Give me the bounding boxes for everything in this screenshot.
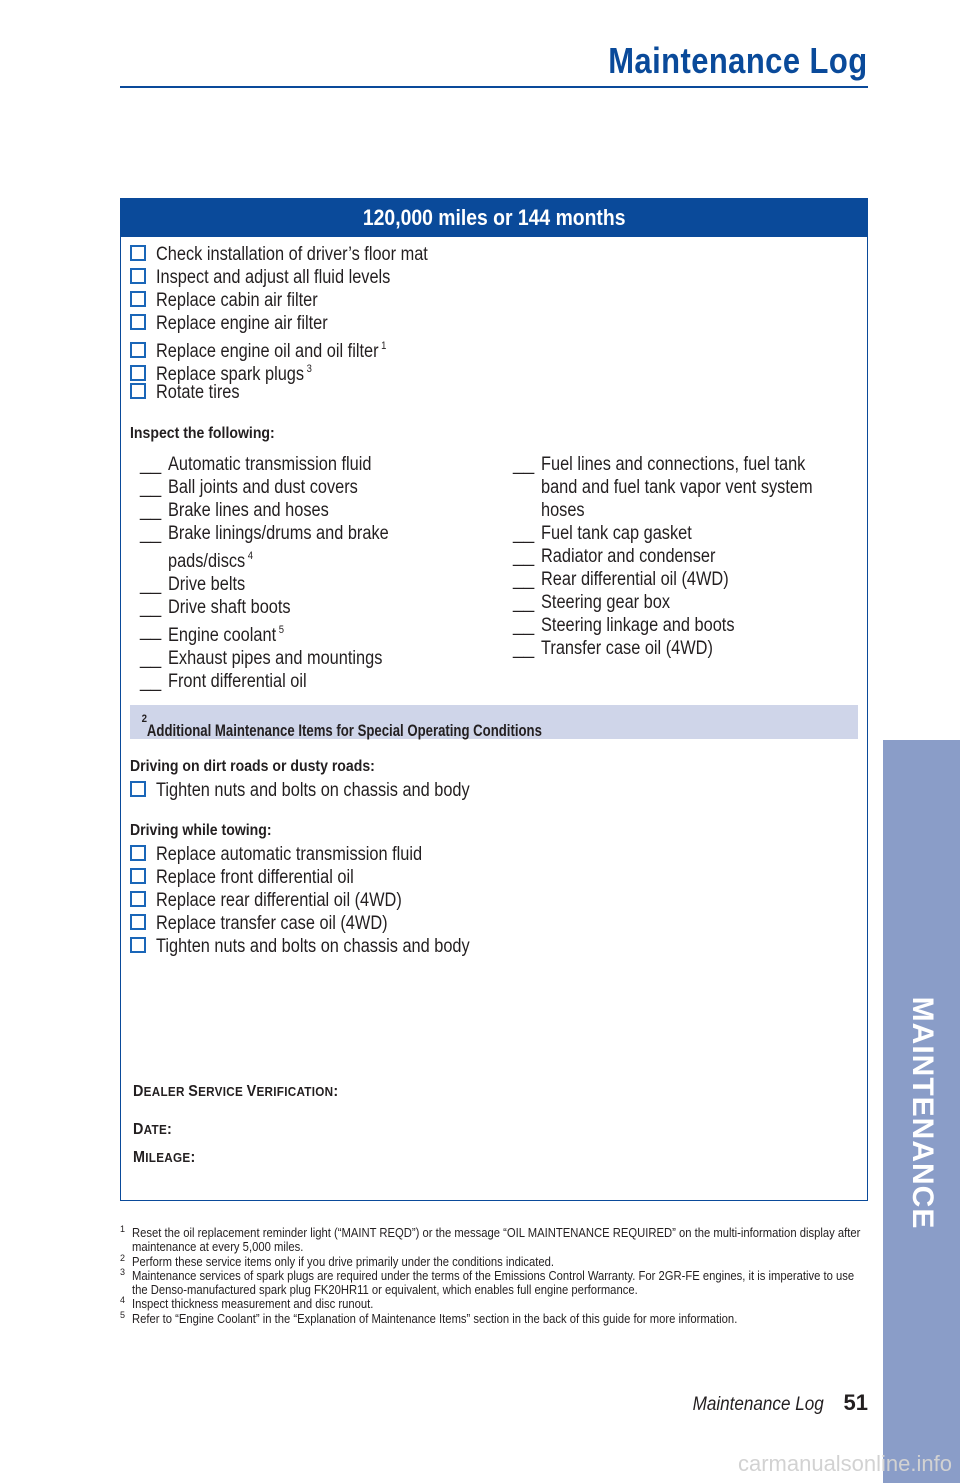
- inspect-item: __ Rear differential oil (4WD): [513, 569, 729, 590]
- inspect-heading: Inspect the following:: [130, 425, 275, 442]
- interval-header: [121, 199, 867, 237]
- inspect-item: __ Ball joints and dust covers: [140, 477, 358, 498]
- special-conditions-header: [130, 705, 858, 739]
- checklist-item: [130, 266, 472, 289]
- checklist-item: [130, 843, 521, 866]
- inspect-item: __ Engine coolant $^5$: [140, 620, 284, 646]
- blank-line: __: [513, 569, 535, 590]
- dusty-roads-checklist: [130, 779, 521, 802]
- checkbox[interactable]: [130, 365, 146, 381]
- inspect-item: __ Front differential oil: [140, 671, 307, 692]
- inspect-item: __ Radiator and condenser: [513, 546, 716, 567]
- checkbox[interactable]: [130, 868, 146, 884]
- checklist-item-text: Replace spark plugs: [156, 364, 305, 385]
- dealer-verification-label: DEALER SERVICE VERIFICATION:: [133, 1083, 339, 1100]
- checklist-item-text: Replace engine air filter: [156, 313, 328, 334]
- checkbox[interactable]: [130, 383, 146, 399]
- mileage-label: MILEAGE:: [133, 1149, 196, 1166]
- checkbox[interactable]: [130, 291, 146, 307]
- checklist-item-text: Replace front differential oil: [156, 867, 354, 888]
- checklist-item: [130, 866, 521, 889]
- checklist-item: [130, 935, 521, 958]
- footnote: 1 Reset the oil replacement reminder light (“MAINT REQD”) or the message “OIL MAINTENANCE REQUIRED” on the multi-information display after maintenance at every 5,000 miles.: [120, 1224, 861, 1255]
- checklist-item: [130, 358, 472, 385]
- checklist-item-text: Check installation of driver’s floor mat: [156, 244, 428, 265]
- checklist-item: [130, 289, 472, 312]
- checkbox[interactable]: [130, 937, 146, 953]
- blank-line: __: [140, 574, 162, 595]
- checkbox[interactable]: [130, 245, 146, 261]
- blank-line: __: [140, 620, 162, 641]
- footnote: 3 Maintenance services of spark plugs are required under the terms of the Emissions Control Warranty. For 2GR-FE engines, it is imperative to use the Denso-manufactured spark plug FK20HR11 or equivalent, which enables full engine performance.: [120, 1266, 855, 1298]
- checklist-item: [130, 889, 521, 912]
- footer-section-label: Maintenance Log: [692, 1394, 824, 1415]
- inspect-item: __ Automatic transmission fluid: [140, 454, 372, 475]
- inspect-item: __ Fuel tank cap gasket: [513, 523, 692, 544]
- blank-line: __: [140, 671, 162, 692]
- footnote-ref: 5: [278, 624, 284, 636]
- towing-label: Driving while towing:: [130, 822, 272, 839]
- checkbox[interactable]: [130, 914, 146, 930]
- checklist-item-text: Tighten nuts and bolts on chassis and body: [156, 780, 470, 801]
- special-conditions-title: Additional Maintenance Items for Special Operating Conditions: [146, 721, 542, 740]
- blank-line: __: [140, 500, 162, 521]
- checklist-item-text: Inspect and adjust all fluid levels: [156, 267, 391, 288]
- inspect-item: __ Exhaust pipes and mountings: [140, 648, 383, 669]
- service-checklist: [130, 243, 472, 404]
- dusty-roads-label: Driving on dirt roads or dusty roads:: [130, 758, 375, 775]
- towing-checklist: [130, 843, 521, 958]
- inspect-item: __ Brake linings/drums and brake pads/discs $^4$: [140, 523, 389, 572]
- inspect-item: __ Transfer case oil (4WD): [513, 638, 713, 659]
- checklist-item: [130, 312, 472, 335]
- date-label: DATE:: [133, 1121, 173, 1138]
- inspect-item: __ Fuel lines and connections, fuel tank band and fuel tank vapor vent system hoses: [513, 454, 813, 521]
- section-tab-label: MAINTENANCE: [906, 996, 939, 1230]
- footnote-ref: 2: [141, 713, 148, 725]
- watermark: carmanualsonline.info: [737, 1451, 952, 1476]
- blank-line: __: [513, 546, 535, 567]
- footnote-ref: 3: [306, 363, 312, 375]
- blank-line: __: [140, 477, 162, 498]
- blank-line: __: [140, 597, 162, 618]
- footnotes: [120, 1226, 865, 1326]
- footnote: 2 Perform these service items only if you drive primarily under the conditions indicated.: [120, 1252, 555, 1269]
- checkbox[interactable]: [130, 781, 146, 797]
- inspect-list-left: [140, 453, 425, 693]
- checkbox[interactable]: [130, 314, 146, 330]
- blank-line: __: [513, 638, 535, 659]
- checkbox[interactable]: [130, 891, 146, 907]
- checklist-item-text: Replace cabin air filter: [156, 290, 318, 311]
- blank-line: __: [140, 454, 162, 475]
- checklist-item: [130, 912, 521, 935]
- checkbox[interactable]: [130, 342, 146, 358]
- page-title: Maintenance Log: [608, 40, 868, 81]
- checklist-item: [130, 779, 521, 802]
- checklist-item-text: Replace transfer case oil (4WD): [156, 913, 388, 934]
- inspect-item: __ Steering gear box: [513, 592, 670, 613]
- footnote: 4 Inspect thickness measurement and disc runout.: [120, 1295, 374, 1312]
- interval-title: 120,000 miles or 144 months: [362, 205, 626, 230]
- blank-line: __: [513, 615, 535, 636]
- blank-line: __: [513, 592, 535, 613]
- blank-line: __: [140, 523, 162, 544]
- checklist-item-text: Rotate tires: [156, 382, 240, 403]
- checklist-item: [130, 243, 472, 266]
- checklist-item: [130, 335, 472, 362]
- blank-line: __: [140, 648, 162, 669]
- inspect-list-right: [513, 453, 857, 660]
- footnote-ref: 4: [247, 550, 254, 562]
- checklist-item-text: Replace rear differential oil (4WD): [156, 890, 402, 911]
- inspect-item: __ Brake lines and hoses: [140, 500, 329, 521]
- inspect-item: __ Steering linkage and boots: [513, 615, 735, 636]
- inspect-item: __ Drive shaft boots: [140, 597, 291, 618]
- checklist-item-text: Replace engine oil and oil filter: [156, 341, 379, 362]
- maintenance-interval-box: [120, 198, 868, 1201]
- inspect-item: __ Drive belts: [140, 574, 246, 595]
- page-number: 51: [843, 1390, 868, 1415]
- blank-line: __: [513, 523, 535, 544]
- footnote: 5 Refer to “Engine Coolant” in the “Explanation of Maintenance Items” section in the back of this guide for more information.: [120, 1309, 738, 1326]
- footnote-ref: 1: [381, 340, 387, 352]
- checkbox[interactable]: [130, 268, 146, 284]
- checklist-item-text: Replace automatic transmission fluid: [156, 844, 423, 865]
- blank-line: __: [513, 454, 535, 475]
- checkbox[interactable]: [130, 845, 146, 861]
- title-divider: [120, 86, 868, 88]
- checklist-item-text: Tighten nuts and bolts on chassis and body: [156, 936, 470, 957]
